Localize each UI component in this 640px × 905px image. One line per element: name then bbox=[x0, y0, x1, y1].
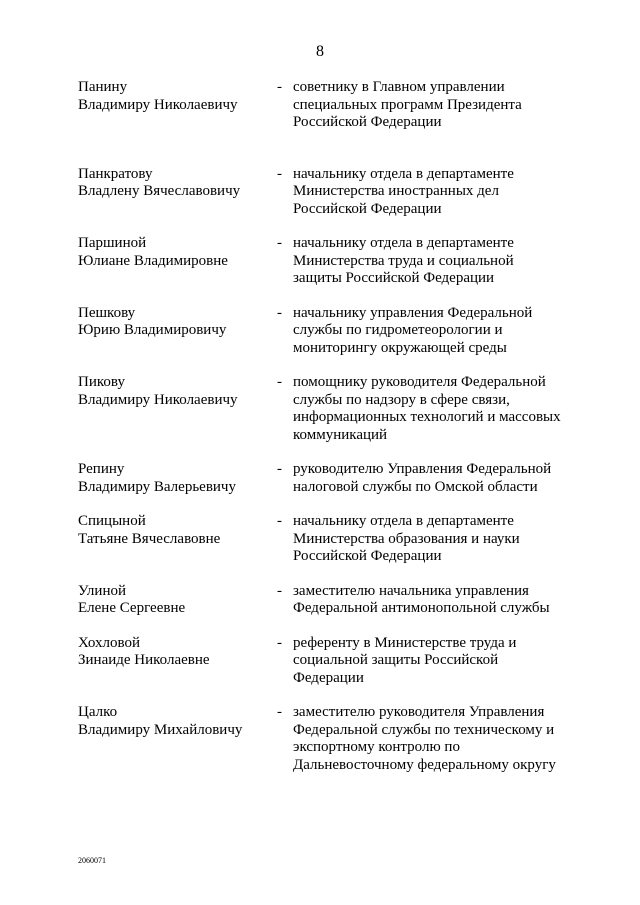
surname: Улиной bbox=[78, 582, 126, 599]
surname: Хохловой bbox=[78, 634, 141, 651]
document-code: 2060071 bbox=[78, 856, 106, 865]
position-title bbox=[293, 166, 575, 219]
position-line: социальной защиты Российской bbox=[293, 652, 499, 668]
person-name bbox=[78, 166, 268, 201]
given-names: Владимиру Николаевичу bbox=[78, 391, 238, 408]
position-line: референту в Министерстве труда и bbox=[293, 634, 517, 651]
position-title bbox=[293, 583, 575, 618]
dash-separator: - bbox=[277, 235, 282, 251]
surname: Панину bbox=[78, 79, 128, 95]
surname: Репину bbox=[78, 461, 125, 477]
person-name bbox=[78, 374, 268, 409]
position-line: Российской Федерации bbox=[293, 200, 442, 217]
position-line: заместителю руководителя Управления bbox=[293, 704, 545, 720]
position-line: помощнику руководителя Федеральной bbox=[293, 374, 546, 390]
position-line: Федеральной службы по техническому и bbox=[293, 721, 555, 738]
appointment-entry bbox=[0, 461, 640, 496]
position-line: службы по надзору в сфере связи, bbox=[293, 391, 510, 408]
appointment-entry bbox=[0, 79, 640, 132]
position-title bbox=[293, 704, 575, 774]
given-names: Татьяне Вячеславовне bbox=[78, 530, 221, 547]
surname: Пешкову bbox=[78, 304, 136, 321]
person-name bbox=[78, 704, 268, 739]
position-line: советнику в Главном управлении bbox=[293, 79, 505, 95]
appointment-entry bbox=[0, 635, 640, 688]
dash-separator: - bbox=[277, 582, 282, 599]
person-name bbox=[78, 235, 268, 270]
position-title bbox=[293, 513, 575, 566]
position-line: начальнику отдела в департаменте bbox=[293, 235, 514, 251]
surname: Пикову bbox=[78, 374, 125, 390]
position-line: Федеральной антимонопольной службы bbox=[293, 600, 550, 616]
position-line: службы по гидрометеорологии и bbox=[293, 322, 503, 338]
position-title bbox=[293, 635, 575, 688]
appointment-list bbox=[0, 79, 640, 774]
position-line: налоговой службы по Омской области bbox=[293, 478, 538, 495]
position-line: начальнику отдела в департаменте bbox=[293, 513, 514, 529]
position-line: специальных программ Президента bbox=[293, 96, 522, 113]
dash-separator: - bbox=[277, 165, 282, 182]
dash-separator: - bbox=[277, 304, 282, 321]
position-line: информационных технологий и массовых bbox=[293, 409, 561, 425]
person-name bbox=[78, 583, 268, 618]
dash-separator: - bbox=[277, 461, 282, 477]
appointment-entry bbox=[0, 704, 640, 774]
dash-separator: - bbox=[277, 374, 282, 390]
position-line: Министерства труда и социальной bbox=[293, 252, 514, 269]
dash-separator: - bbox=[277, 513, 282, 529]
given-names: Владимиру Валерьевичу bbox=[78, 478, 236, 495]
appointment-entry bbox=[0, 513, 640, 566]
given-names: Владлену Вячеславовичу bbox=[78, 183, 241, 199]
position-title bbox=[293, 374, 575, 444]
person-name bbox=[78, 305, 268, 340]
position-line: начальнику отдела в департаменте bbox=[293, 165, 514, 182]
position-title bbox=[293, 235, 575, 288]
surname: Паршиной bbox=[78, 235, 147, 251]
person-name bbox=[78, 461, 268, 496]
position-line: Министерства образования и науки bbox=[293, 530, 520, 547]
position-line: коммуникаций bbox=[293, 426, 388, 443]
position-line: Российской Федерации bbox=[293, 114, 442, 130]
dash-separator: - bbox=[277, 704, 282, 720]
given-names: Юлиане Владимировне bbox=[78, 252, 228, 269]
surname: Цалко bbox=[78, 704, 118, 720]
position-line: экспортному контролю по bbox=[293, 739, 460, 755]
appointment-entry bbox=[0, 235, 640, 288]
position-line: мониторингу окружающей среды bbox=[293, 339, 507, 356]
appointment-entry bbox=[0, 374, 640, 444]
position-line: защиты Российской Федерации bbox=[293, 270, 495, 286]
position-line: руководителю Управления Федеральной bbox=[293, 461, 552, 477]
surname: Панкратову bbox=[78, 165, 153, 182]
position-line: Дальневосточному федеральному округу bbox=[293, 756, 556, 773]
person-name bbox=[78, 635, 268, 670]
person-name bbox=[78, 79, 268, 114]
given-names: Владимиру Михайловичу bbox=[78, 721, 243, 738]
given-names: Зинаиде Николаевне bbox=[78, 652, 210, 668]
dash-separator: - bbox=[277, 634, 282, 651]
appointment-entry bbox=[0, 583, 640, 618]
page-number: 8 bbox=[316, 43, 324, 60]
appointment-entry bbox=[0, 166, 640, 219]
given-names: Елене Сергеевне bbox=[78, 600, 186, 616]
position-line: заместителю начальника управления bbox=[293, 582, 529, 599]
position-title bbox=[293, 461, 575, 496]
position-line: Российской Федерации bbox=[293, 548, 442, 564]
surname: Спицыной bbox=[78, 513, 146, 529]
dash-separator: - bbox=[277, 79, 282, 95]
position-title bbox=[293, 305, 575, 358]
position-line: Федерации bbox=[293, 669, 364, 686]
position-line: начальнику управления Федеральной bbox=[293, 304, 533, 321]
person-name bbox=[78, 513, 268, 548]
position-line: Министерства иностранных дел bbox=[293, 183, 499, 199]
appointment-entry bbox=[0, 305, 640, 358]
given-names: Юрию Владимировичу bbox=[78, 322, 227, 338]
position-title bbox=[293, 79, 575, 132]
given-names: Владимиру Николаевичу bbox=[78, 96, 238, 113]
